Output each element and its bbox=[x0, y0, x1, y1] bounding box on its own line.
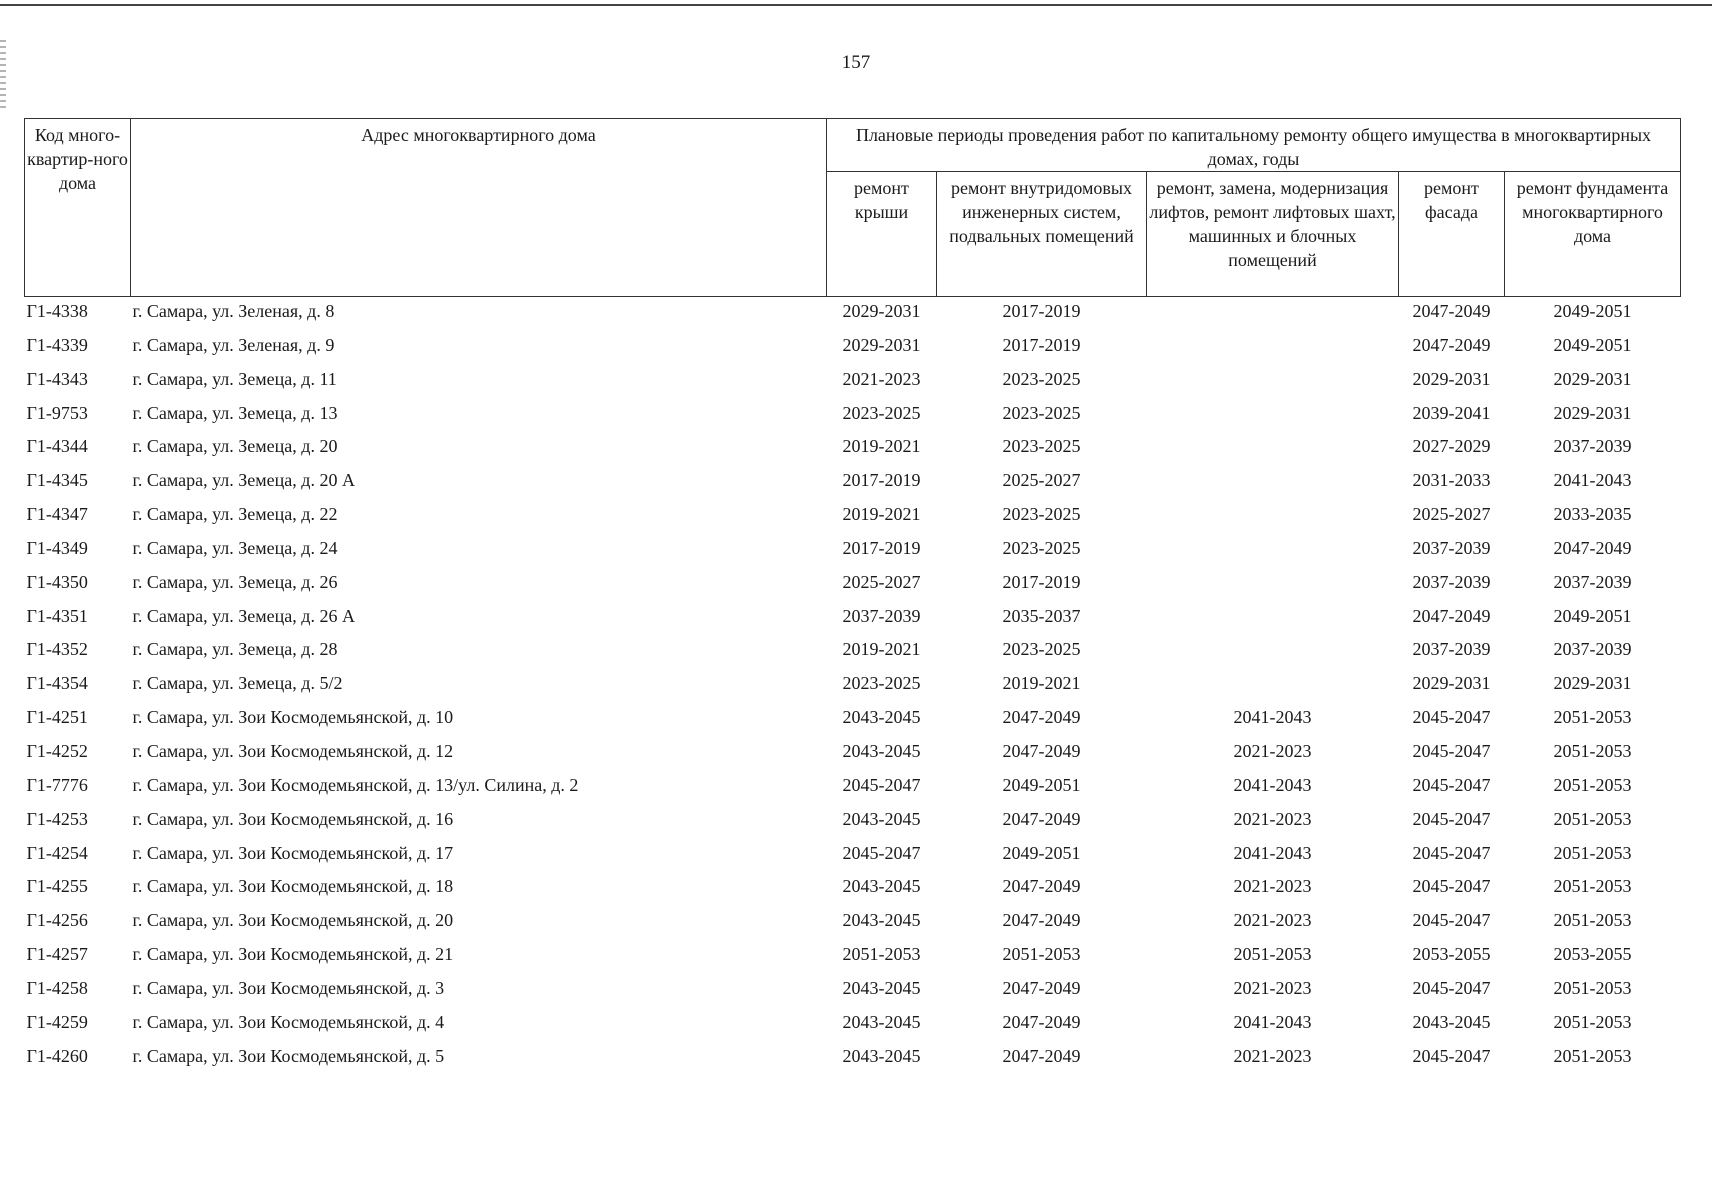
roof-period-cell: 2045-2047 bbox=[842, 774, 921, 795]
address-cell: г. Самара, ул. Зои Космодемьянской, д. 13/ул. Силина, д. 2 bbox=[132, 774, 579, 795]
facade-period-cell: 2045-2047 bbox=[1412, 740, 1491, 761]
facade-period-cell: 2045-2047 bbox=[1412, 808, 1491, 829]
address-cell: г. Самара, ул. Зои Космодемьянской, д. 5 bbox=[132, 1045, 445, 1066]
building-code-cell: Г1-4251 bbox=[26, 707, 88, 728]
table-row bbox=[25, 534, 1681, 568]
elevator-period-cell: 2021-2023 bbox=[1233, 1045, 1312, 1066]
facade-period-cell: 2037-2039 bbox=[1412, 537, 1491, 558]
roof-period-cell: 2043-2045 bbox=[842, 1045, 921, 1066]
facade-period-cell: 2043-2045 bbox=[1412, 1011, 1491, 1032]
facade-period-cell: 2029-2031 bbox=[1412, 673, 1491, 694]
elevator-period-cell bbox=[1147, 534, 1399, 568]
address-cell: г. Самара, ул. Зои Космодемьянской, д. 12 bbox=[132, 740, 454, 761]
facade-period-cell: 2037-2039 bbox=[1412, 639, 1491, 660]
facade-period-cell: 2047-2049 bbox=[1412, 301, 1491, 321]
engineering-period-cell: 2051-2053 bbox=[1002, 944, 1081, 965]
table-row bbox=[25, 500, 1681, 534]
elevator-period-cell bbox=[1147, 297, 1399, 331]
table-row bbox=[25, 771, 1681, 805]
foundation-period-cell: 2053-2055 bbox=[1553, 944, 1632, 965]
header-building-code: Код много-квартир-ного дома bbox=[25, 119, 131, 297]
facade-period-cell: 2047-2049 bbox=[1412, 334, 1491, 355]
foundation-period-cell: 2051-2053 bbox=[1553, 842, 1632, 863]
foundation-period-cell: 2037-2039 bbox=[1553, 436, 1632, 457]
building-code-cell: Г1-4259 bbox=[26, 1011, 88, 1032]
address-cell: г. Самара, ул. Зои Космодемьянской, д. 16 bbox=[132, 808, 454, 829]
building-code-cell: Г1-4345 bbox=[26, 470, 88, 491]
foundation-period-cell: 2033-2035 bbox=[1553, 504, 1632, 525]
table-row bbox=[25, 974, 1681, 1008]
engineering-period-cell: 2023-2025 bbox=[1002, 368, 1081, 389]
address-cell: г. Самара, ул. Земеца, д. 13 bbox=[132, 402, 338, 423]
table-row bbox=[25, 331, 1681, 365]
address-cell: г. Самара, ул. Земеца, д. 11 bbox=[132, 368, 337, 389]
building-code-cell: Г1-4338 bbox=[26, 301, 88, 321]
address-cell: г. Самара, ул. Земеца, д. 26 А bbox=[132, 605, 355, 626]
elevator-period-cell bbox=[1147, 466, 1399, 500]
table-row bbox=[25, 635, 1681, 669]
facade-period-cell: 2045-2047 bbox=[1412, 876, 1491, 897]
building-code-cell: Г1-9753 bbox=[26, 402, 88, 423]
facade-period-cell: 2045-2047 bbox=[1412, 977, 1491, 998]
engineering-period-cell: 2017-2019 bbox=[1002, 301, 1081, 321]
elevator-period-cell bbox=[1147, 365, 1399, 399]
roof-period-cell: 2029-2031 bbox=[842, 334, 921, 355]
engineering-period-cell: 2047-2049 bbox=[1002, 1011, 1081, 1032]
foundation-period-cell: 2029-2031 bbox=[1553, 402, 1632, 423]
elevator-period-cell: 2021-2023 bbox=[1233, 808, 1312, 829]
building-code-cell: Г1-4347 bbox=[26, 504, 88, 525]
building-code-cell: Г1-4257 bbox=[26, 944, 88, 965]
roof-period-cell: 2043-2045 bbox=[842, 977, 921, 998]
elevator-period-cell: 2021-2023 bbox=[1233, 740, 1312, 761]
foundation-period-cell: 2049-2051 bbox=[1553, 605, 1632, 626]
elevator-period-cell: 2051-2053 bbox=[1233, 944, 1312, 965]
elevator-period-cell: 2041-2043 bbox=[1233, 774, 1312, 795]
foundation-period-cell: 2041-2043 bbox=[1553, 470, 1632, 491]
address-cell: г. Самара, ул. Зои Космодемьянской, д. 10 bbox=[132, 707, 454, 728]
address-cell: г. Самара, ул. Зои Космодемьянской, д. 20 bbox=[132, 910, 454, 931]
header-engineering-repair: ремонт внутридомовых инженерных систем, подвальных помещений bbox=[937, 172, 1147, 297]
facade-period-cell: 2031-2033 bbox=[1412, 470, 1491, 491]
roof-period-cell: 2017-2019 bbox=[842, 537, 921, 558]
roof-period-cell: 2023-2025 bbox=[842, 673, 921, 694]
table-row bbox=[25, 602, 1681, 636]
page-top-border bbox=[0, 4, 1712, 6]
table-row bbox=[25, 297, 1681, 331]
address-cell: г. Самара, ул. Земеца, д. 24 bbox=[132, 537, 338, 558]
address-cell: г. Самара, ул. Земеца, д. 28 bbox=[132, 639, 338, 660]
elevator-period-cell bbox=[1147, 635, 1399, 669]
address-cell: г. Самара, ул. Земеца, д. 26 bbox=[132, 571, 338, 592]
table-row bbox=[25, 737, 1681, 771]
address-cell: г. Самара, ул. Зеленая, д. 8 bbox=[132, 301, 335, 321]
table-body bbox=[25, 297, 1681, 1076]
engineering-period-cell: 2047-2049 bbox=[1002, 1045, 1081, 1066]
roof-period-cell: 2019-2021 bbox=[842, 436, 921, 457]
roof-period-cell: 2045-2047 bbox=[842, 842, 921, 863]
facade-period-cell: 2045-2047 bbox=[1412, 774, 1491, 795]
engineering-period-cell: 2019-2021 bbox=[1002, 673, 1081, 694]
table-header bbox=[25, 119, 1681, 297]
elevator-period-cell bbox=[1147, 669, 1399, 703]
elevator-period-cell: 2041-2043 bbox=[1233, 707, 1312, 728]
roof-period-cell: 2051-2053 bbox=[842, 944, 921, 965]
roof-period-cell: 2043-2045 bbox=[842, 1011, 921, 1032]
foundation-period-cell: 2037-2039 bbox=[1553, 571, 1632, 592]
roof-period-cell: 2029-2031 bbox=[842, 301, 921, 321]
roof-period-cell: 2017-2019 bbox=[842, 470, 921, 491]
foundation-period-cell: 2051-2053 bbox=[1553, 740, 1632, 761]
table-row bbox=[25, 399, 1681, 433]
elevator-period-cell bbox=[1147, 399, 1399, 433]
roof-period-cell: 2043-2045 bbox=[842, 876, 921, 897]
table-row bbox=[25, 1042, 1681, 1076]
table-row bbox=[25, 872, 1681, 906]
foundation-period-cell: 2029-2031 bbox=[1553, 673, 1632, 694]
building-code-cell: Г1-4350 bbox=[26, 571, 88, 592]
elevator-period-cell bbox=[1147, 568, 1399, 602]
foundation-period-cell: 2051-2053 bbox=[1553, 977, 1632, 998]
engineering-period-cell: 2049-2051 bbox=[1002, 774, 1081, 795]
building-code-cell: Г1-4260 bbox=[26, 1045, 88, 1066]
building-code-cell: Г1-4352 bbox=[26, 639, 88, 660]
building-code-cell: Г1-4253 bbox=[26, 808, 88, 829]
elevator-period-cell: 2041-2043 bbox=[1233, 1011, 1312, 1032]
roof-period-cell: 2023-2025 bbox=[842, 402, 921, 423]
building-code-cell: Г1-4349 bbox=[26, 537, 88, 558]
building-code-cell: Г1-4254 bbox=[26, 842, 88, 863]
facade-period-cell: 2039-2041 bbox=[1412, 402, 1491, 423]
address-cell: г. Самара, ул. Зеленая, д. 9 bbox=[132, 334, 335, 355]
roof-period-cell: 2025-2027 bbox=[842, 571, 921, 592]
header-foundation-repair: ремонт фундамента многоквартирного дома bbox=[1505, 172, 1681, 297]
building-code-cell: Г1-4339 bbox=[26, 334, 88, 355]
engineering-period-cell: 2023-2025 bbox=[1002, 537, 1081, 558]
foundation-period-cell: 2051-2053 bbox=[1553, 707, 1632, 728]
address-cell: г. Самара, ул. Зои Космодемьянской, д. 21 bbox=[132, 944, 454, 965]
roof-period-cell: 2037-2039 bbox=[842, 605, 921, 626]
address-cell: г. Самара, ул. Земеца, д. 20 bbox=[132, 436, 338, 457]
engineering-period-cell: 2023-2025 bbox=[1002, 504, 1081, 525]
address-cell: г. Самара, ул. Зои Космодемьянской, д. 18 bbox=[132, 876, 454, 897]
foundation-period-cell: 2049-2051 bbox=[1553, 334, 1632, 355]
table-row bbox=[25, 568, 1681, 602]
header-address: Адрес многоквартирного дома bbox=[131, 119, 827, 297]
engineering-period-cell: 2023-2025 bbox=[1002, 436, 1081, 457]
engineering-period-cell: 2023-2025 bbox=[1002, 639, 1081, 660]
foundation-period-cell: 2051-2053 bbox=[1553, 808, 1632, 829]
elevator-period-cell: 2041-2043 bbox=[1233, 842, 1312, 863]
engineering-period-cell: 2017-2019 bbox=[1002, 571, 1081, 592]
facade-period-cell: 2045-2047 bbox=[1412, 1045, 1491, 1066]
table-row bbox=[25, 906, 1681, 940]
table-row bbox=[25, 669, 1681, 703]
facade-period-cell: 2045-2047 bbox=[1412, 707, 1491, 728]
facade-period-cell: 2045-2047 bbox=[1412, 910, 1491, 931]
address-cell: г. Самара, ул. Земеца, д. 22 bbox=[132, 504, 338, 525]
scan-edge-artifact bbox=[0, 40, 6, 110]
header-facade-repair: ремонт фасада bbox=[1399, 172, 1505, 297]
table-row bbox=[25, 839, 1681, 873]
foundation-period-cell: 2037-2039 bbox=[1553, 639, 1632, 660]
building-code-cell: Г1-4343 bbox=[26, 368, 88, 389]
table-row bbox=[25, 805, 1681, 839]
engineering-period-cell: 2025-2027 bbox=[1002, 470, 1081, 491]
roof-period-cell: 2021-2023 bbox=[842, 368, 921, 389]
facade-period-cell: 2025-2027 bbox=[1412, 504, 1491, 525]
building-code-cell: Г1-4255 bbox=[26, 876, 88, 897]
address-cell: г. Самара, ул. Зои Космодемьянской, д. 3 bbox=[132, 977, 445, 998]
roof-period-cell: 2043-2045 bbox=[842, 707, 921, 728]
page-number: 157 bbox=[841, 52, 871, 73]
engineering-period-cell: 2017-2019 bbox=[1002, 334, 1081, 355]
facade-period-cell: 2047-2049 bbox=[1412, 605, 1491, 626]
elevator-period-cell bbox=[1147, 500, 1399, 534]
foundation-period-cell: 2047-2049 bbox=[1553, 537, 1632, 558]
elevator-period-cell bbox=[1147, 602, 1399, 636]
foundation-period-cell: 2029-2031 bbox=[1553, 368, 1632, 389]
engineering-period-cell: 2047-2049 bbox=[1002, 910, 1081, 931]
header-roof-repair: ремонт крыши bbox=[827, 172, 937, 297]
building-code-cell: Г1-4258 bbox=[26, 977, 88, 998]
facade-period-cell: 2037-2039 bbox=[1412, 571, 1491, 592]
building-code-cell: Г1-4252 bbox=[26, 740, 88, 761]
foundation-period-cell: 2049-2051 bbox=[1553, 301, 1632, 321]
building-code-cell: Г1-4354 bbox=[26, 673, 88, 694]
roof-period-cell: 2043-2045 bbox=[842, 740, 921, 761]
facade-period-cell: 2029-2031 bbox=[1412, 368, 1491, 389]
engineering-period-cell: 2047-2049 bbox=[1002, 740, 1081, 761]
repair-schedule-table bbox=[24, 118, 1681, 1075]
table-row bbox=[25, 365, 1681, 399]
address-cell: г. Самара, ул. Зои Космодемьянской, д. 4 bbox=[132, 1011, 445, 1032]
facade-period-cell: 2027-2029 bbox=[1412, 436, 1491, 457]
building-code-cell: Г1-4351 bbox=[26, 605, 88, 626]
foundation-period-cell: 2051-2053 bbox=[1553, 774, 1632, 795]
roof-period-cell: 2043-2045 bbox=[842, 910, 921, 931]
engineering-period-cell: 2049-2051 bbox=[1002, 842, 1081, 863]
engineering-period-cell: 2047-2049 bbox=[1002, 876, 1081, 897]
address-cell: г. Самара, ул. Зои Космодемьянской, д. 17 bbox=[132, 842, 454, 863]
roof-period-cell: 2019-2021 bbox=[842, 639, 921, 660]
facade-period-cell: 2053-2055 bbox=[1412, 944, 1491, 965]
foundation-period-cell: 2051-2053 bbox=[1553, 1011, 1632, 1032]
roof-period-cell: 2019-2021 bbox=[842, 504, 921, 525]
table-row bbox=[25, 432, 1681, 466]
engineering-period-cell: 2047-2049 bbox=[1002, 808, 1081, 829]
foundation-period-cell: 2051-2053 bbox=[1553, 876, 1632, 897]
foundation-period-cell: 2051-2053 bbox=[1553, 1045, 1632, 1066]
table-row bbox=[25, 940, 1681, 974]
elevator-period-cell bbox=[1147, 432, 1399, 466]
roof-period-cell: 2043-2045 bbox=[842, 808, 921, 829]
header-elevator-repair: ремонт, замена, модернизация лифтов, ремонт лифтовых шахт, машинных и блочных помещений bbox=[1147, 172, 1399, 297]
facade-period-cell: 2045-2047 bbox=[1412, 842, 1491, 863]
engineering-period-cell: 2035-2037 bbox=[1002, 605, 1081, 626]
address-cell: г. Самара, ул. Земеца, д. 20 А bbox=[132, 470, 355, 491]
elevator-period-cell: 2021-2023 bbox=[1233, 876, 1312, 897]
building-code-cell: Г1-7776 bbox=[26, 774, 88, 795]
header-planned-periods: Плановые периоды проведения работ по капитальному ремонту общего имущества в многоквартирных домах, годы bbox=[827, 119, 1681, 172]
elevator-period-cell: 2021-2023 bbox=[1233, 977, 1312, 998]
foundation-period-cell: 2051-2053 bbox=[1553, 910, 1632, 931]
elevator-period-cell: 2021-2023 bbox=[1233, 910, 1312, 931]
engineering-period-cell: 2047-2049 bbox=[1002, 707, 1081, 728]
table-row bbox=[25, 703, 1681, 737]
building-code-cell: Г1-4256 bbox=[26, 910, 88, 931]
address-cell: г. Самара, ул. Земеца, д. 5/2 bbox=[132, 673, 343, 694]
engineering-period-cell: 2023-2025 bbox=[1002, 402, 1081, 423]
engineering-period-cell: 2047-2049 bbox=[1002, 977, 1081, 998]
building-code-cell: Г1-4344 bbox=[26, 436, 88, 457]
elevator-period-cell bbox=[1147, 331, 1399, 365]
table-row bbox=[25, 466, 1681, 500]
table-row bbox=[25, 1008, 1681, 1042]
